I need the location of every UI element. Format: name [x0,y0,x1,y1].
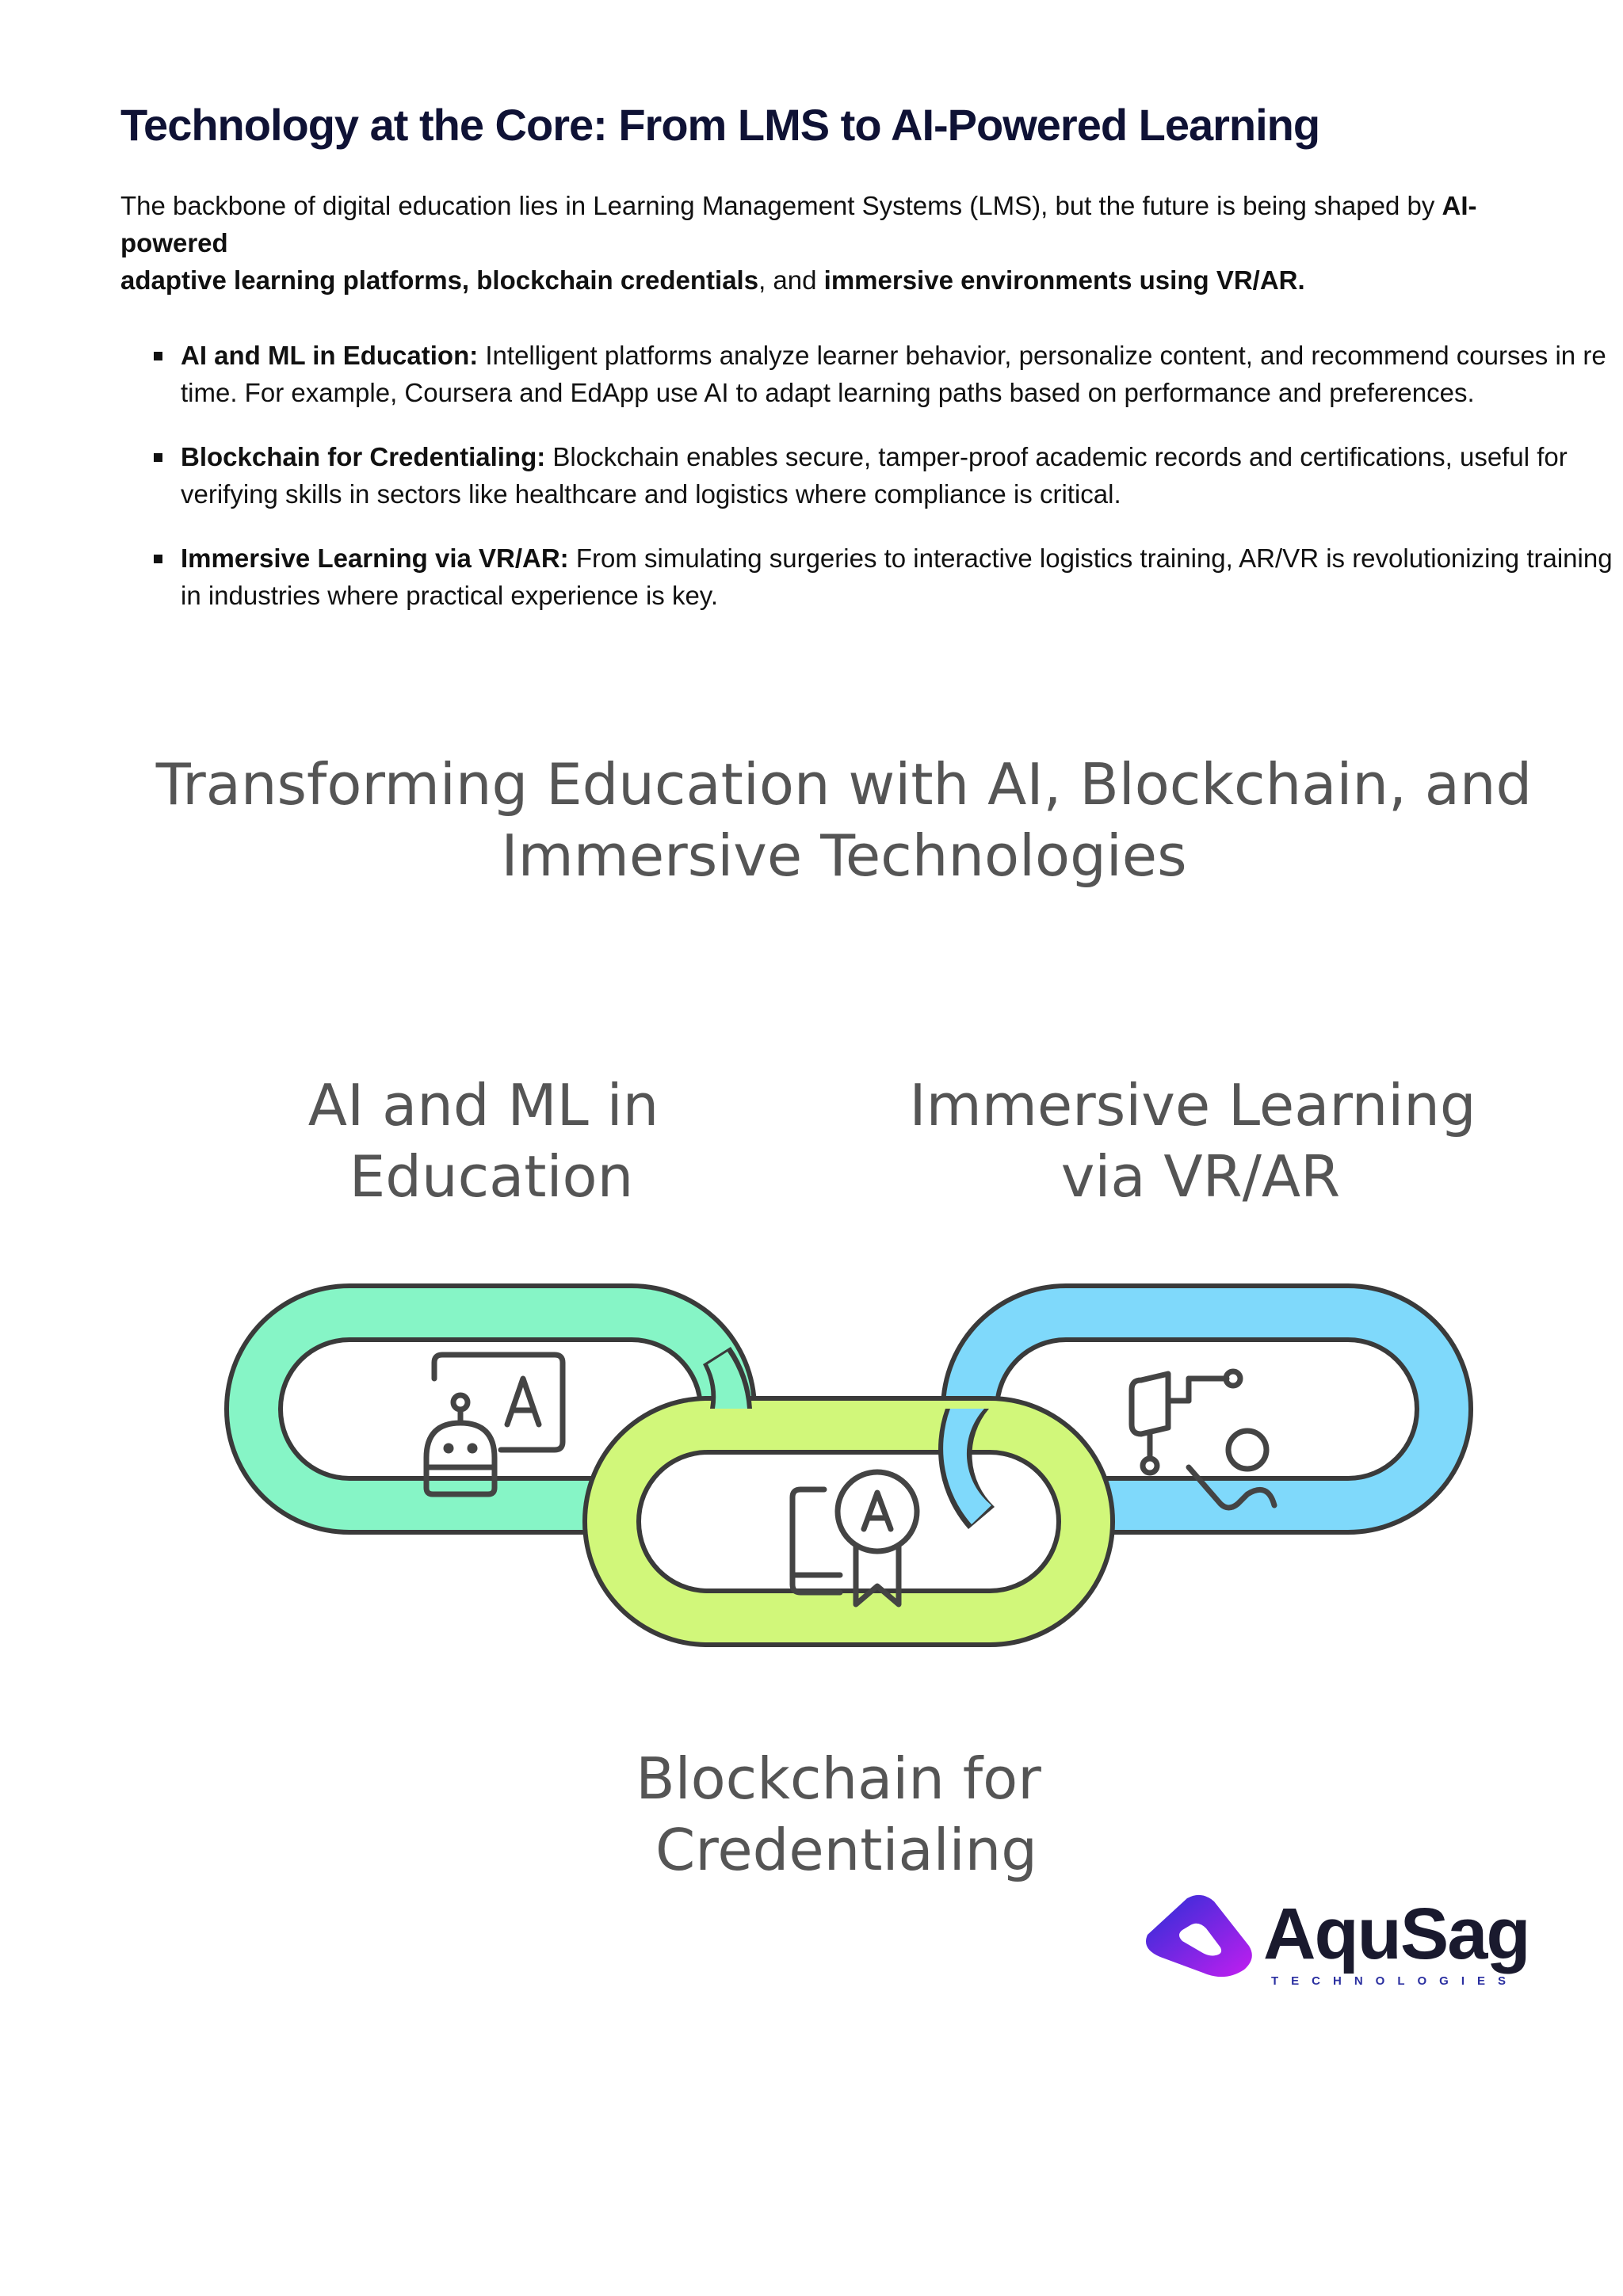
bullet-text-continued: time. For example, Coursera and EdApp use AI to adapt learning paths based on performance and preferences. [181,378,1475,407]
bullet-text: Intelligent platforms analyze learner behavior, personalize content, and recommend courses in re [478,341,1606,370]
bullet-item-blockchain [120,438,1579,513]
bullet-text: Blockchain enables secure, tamper-proof academic records and certifications, useful for [545,442,1568,471]
intro-text-2: , and [758,265,824,295]
intro-text-1: The backbone of digital education lies in Learning Management Systems (LMS), but the future is being shaped by [120,191,1442,220]
link-label-ai-ml-line1: AI and ML in [307,1072,659,1138]
intro-paragraph [120,187,1579,299]
bullet-text-continued: in industries where practical experience is key. [181,581,719,610]
intro-bold-1: AI-powered [120,191,1477,257]
bullet-text-continued: verifying skills in sectors like healthcare and logistics where compliance is critical. [181,479,1121,509]
link-label-immersive-line1: Immersive Learning [909,1072,1476,1138]
intro-bold-2: adaptive learning platforms, blockchain credentials [120,265,759,295]
chain-link-blockchain [582,1396,1115,1647]
aqusag-logo [1138,1890,1534,1993]
section-heading: Technology at the Core: From LMS to AI-Powered Learning [120,100,1320,150]
infographic-title-line1: Transforming Education with AI, Blockchain, and [155,751,1533,818]
square-bullet-icon [154,453,162,462]
bullet-label: Immersive Learning via VR/AR: [181,543,569,573]
logo-tagline: TECHNOLOGIES [1271,1974,1519,1988]
bullet-label: Blockchain for Credentialing: [181,442,546,471]
bullet-item-ai-ml [120,337,1606,411]
infographic-title-line2: Immersive Technologies [501,822,1187,889]
link-label-immersive-line2: via VR/AR [1060,1143,1341,1210]
chain-diagram [0,745,1623,2012]
bullet-label: AI and ML in Education: [181,341,479,370]
link-label-ai-ml-line2: Education [349,1143,634,1210]
logo-wordmark: AquSag [1263,1894,1529,1974]
bullet-list [120,337,1613,614]
chain-infographic [0,745,1623,2012]
bullet-item-immersive [120,540,1613,614]
square-bullet-icon [154,555,162,563]
aqusag-logo-mark [1138,1890,1257,1993]
article [120,95,1613,641]
link-label-blockchain-line2: Credentialing [655,1817,1037,1883]
link-label-blockchain-line1: Blockchain for [636,1745,1041,1812]
square-bullet-icon [154,352,162,360]
bullet-text: From simulating surgeries to interactive logistics training, AR/VR is revolutionizing training [568,543,1613,573]
intro-bold-3: immersive environments using VR/AR. [823,265,1305,295]
